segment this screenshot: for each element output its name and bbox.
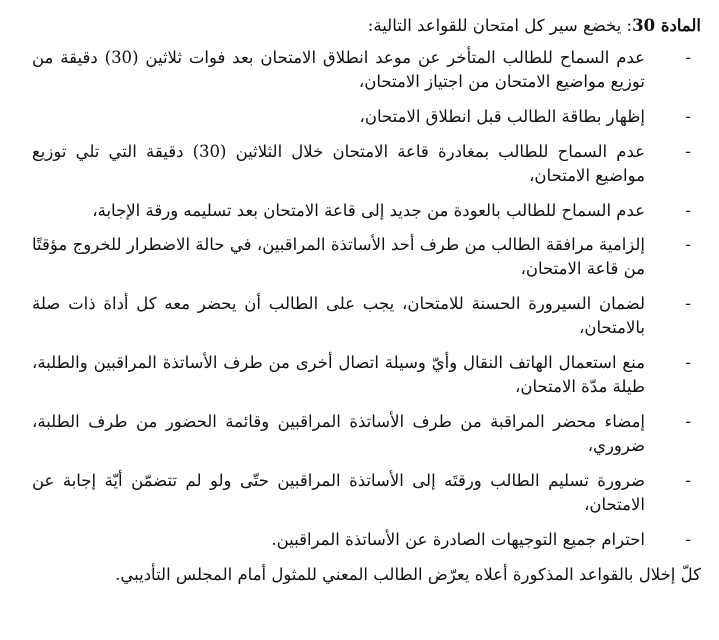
rules-list [26, 46, 701, 552]
bullet-dash: - [685, 200, 691, 220]
rule-text: عدم السماح للطالب بمغادرة قاعة الامتحان خلال الثلاثين (30) دقيقة التي تلي توزيع مواضيع الامتحان، [32, 141, 646, 185]
rule-text: عدم السماح للطالب بالعودة من جديد إلى قاعة الامتحان بعد تسليمه ورقة الإجابة، [92, 200, 645, 220]
rule-text: احترام جميع التوجيهات الصادرة عن الأساتذة المراقبين. [271, 529, 645, 549]
rule-item [26, 292, 701, 340]
rule-text: ضرورة تسليم الطالب ورقتَه إلى الأساتذة المراقبين حتّى ولو لم تتضمّن أيّة إجابة عن الامتحان، [32, 470, 645, 514]
rule-item [26, 410, 701, 458]
article-heading [26, 14, 701, 38]
bullet-dash: - [685, 353, 691, 373]
rule-item [26, 199, 701, 223]
rule-item [26, 105, 701, 129]
rule-text: إلزامية مرافقة الطالب من طرف أحد الأساتذة المراقبين، في حالة الاضطرار للخروج مؤقتًا من قاعة الامتحان، [32, 235, 645, 279]
rule-item [26, 528, 701, 552]
rule-text: لضمان السيرورة الحسنة للامتحان، يجب على الطالب أن يحضر معه كل أداة ذات صلة بالامتحان، [32, 294, 645, 338]
bullet-dash: - [685, 470, 691, 490]
bullet-dash: - [685, 47, 691, 67]
rule-item [26, 140, 701, 188]
closing-statement: كلّ إخلال بالقواعد المذكورة أعلاه يعرّض الطالب المعني للمثول أمام المجلس التأديبي. [115, 564, 701, 584]
rule-item [26, 469, 701, 517]
rule-item [26, 351, 701, 399]
bullet-dash: - [685, 294, 691, 314]
rule-item [26, 46, 701, 94]
rule-text: إمضاء محضر المراقبة من طرف الأساتذة المراقبين وقائمة الحضور من طرف الطلبة، ضروري، [32, 411, 645, 455]
bullet-dash: - [685, 411, 691, 431]
article-label: المادة 30 [632, 16, 701, 35]
bullet-dash: - [685, 529, 691, 549]
bullet-dash: - [685, 235, 691, 255]
rule-text: منع استعمال الهاتف النقال وأيّ وسيلة اتصال أخرى من طرف الأساتذة المراقبين والطلبة، طيلة مدّة الامتحان، [32, 353, 645, 397]
rule-text: إظهار بطاقة الطالب قبل انطلاق الامتحان، [359, 106, 645, 126]
rule-item [26, 233, 701, 281]
bullet-dash: - [685, 106, 691, 126]
article-intro: : يخضع سير كل امتحان للقواعد التالية: [367, 16, 633, 35]
rule-text: عدم السماح للطالب المتأخر عن موعد انطلاق الامتحان بعد فوات ثلاثين (30) دقيقة من توزيع مواضيع الامتحان من اجتياز الامتحان، [32, 47, 646, 91]
bullet-dash: - [685, 141, 691, 161]
